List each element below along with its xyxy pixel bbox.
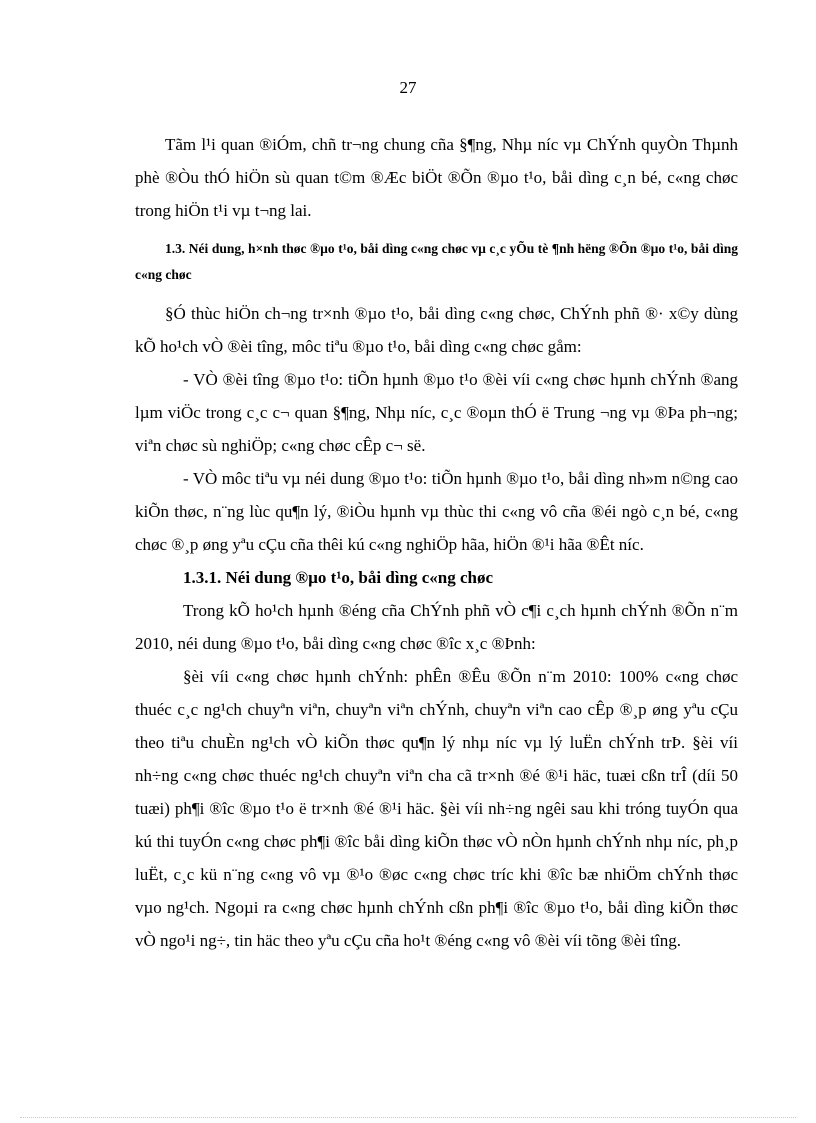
paragraph-summary: Tãm l¹i quan ®iÓm, chñ tr¬ng chung cña §¶ng, Nhµ níc vµ ChÝnh quyÒn Thµnh phè ®Òu thÓ hiÖn sù quan t©m ®Æc biÖt ®Õn ®µo t¹o, båi dìng c¸n bé, c«ng chøc trong hiÖn t¹i vµ t¬ng lai. xyxy=(135,135,738,220)
page-content xyxy=(135,128,738,957)
subsection-heading-1-3-1: 1.3.1. Néi dung ®µo t¹o, båi dìng c«ng chøc xyxy=(183,568,494,587)
paragraph-plan-intro: §Ó thùc hiÖn ch¬ng tr×nh ®µo t¹o, båi dìng c«ng chøc, ChÝnh phñ ®· x©y dùng kÕ ho¹ch vÒ ®èi tîng, môc tiªu ®µo t¹o, båi dìng c«ng chøc gåm: xyxy=(135,304,738,356)
page-bottom-border xyxy=(20,1117,796,1118)
paragraph-objectives: - VÒ môc tiªu vµ néi dung ®µo t¹o: tiÕn hµnh ®µo t¹o, båi dìng nh»m n©ng cao kiÕn thøc, n¨ng lùc qu¶n lý, ®iÒu hµnh vµ thùc thi c«ng vô cña ®éi ngò c¸n bé, c«ng chøc ®¸p øng yªu cÇu cña thêi kú c«ng nghiÖp hãa, hiÖn ®¹i hãa ®Êt níc. xyxy=(135,469,738,554)
page-number: 27 xyxy=(399,78,417,97)
paragraph-target-audience: - VÒ ®èi tîng ®µo t¹o: tiÕn hµnh ®µo t¹o ®èi víi c«ng chøc hµnh chÝnh ®ang lµm viÖc trong c¸c c¬ quan §¶ng, Nhµ níc, c¸c ®oµn thÓ ë Trung ¬ng vµ ®Þa ph¬ng; viªn chøc sù nghiÖp; c«ng chøc cÊp c¬ së. xyxy=(135,370,738,455)
paragraph-action-plan: Trong kÕ ho¹ch hµnh ®éng cña ChÝnh phñ vÒ c¶i c¸ch hµnh chÝnh ®Õn n¨m 2010, néi dung ®µo t¹o, båi dìng c«ng chøc ®îc x¸c ®Þnh: xyxy=(135,601,738,653)
section-heading-1-3: 1.3. Néi dung, h×nh thøc ®µo t¹o, båi dìng c«ng chøc vµ c¸c yÕu tè ¶nh hëng ®Õn ®µo t¹o, båi dìng c«ng chøc xyxy=(135,241,738,282)
paragraph-admin-officials: §èi víi c«ng chøc hµnh chÝnh: phÊn ®Êu ®Õn n¨m 2010: 100% c«ng chøc thuéc c¸c ng¹ch chuyªn viªn, chuyªn viªn chÝnh, chuyªn viªn cao cÊp ®¸p øng yªu cÇu theo tiªu chuÈn ng¹ch vÒ kiÕn thøc qu¶n lý nhµ níc vµ lý luËn chÝnh trÞ. §èi víi nh÷ng c«ng chøc thuéc ng¹ch chuyªn viªn cha cã tr×nh ®é ®¹i häc, tuæi cßn trÎ (díi 50 tuæi) ph¶i ®îc ®µo t¹o ë tr×nh ®é ®¹i häc. §èi víi nh÷ng ngêi sau khi tróng tuyÓn qua kú thi tuyÓn c«ng chøc ph¶i ®îc båi dìng kiÕn thøc vÒ nÒn hµnh chÝnh nhµ níc, ph¸p luËt, c¸c kü n¨ng c«ng vô vµ ®¹o ®øc c«ng chøc tríc khi ®îc bæ nhiÖm chÝnh thøc vµo ng¹ch. Ngoµi ra c«ng chøc hµnh chÝnh cßn ph¶i ®îc ®µo t¹o, båi dìng kiÕn thøc vÒ ngo¹i ng÷, tin häc theo yªu cÇu cña ho¹t ®éng c«ng vô ®èi víi tõng ®èi tîng. xyxy=(135,667,738,950)
